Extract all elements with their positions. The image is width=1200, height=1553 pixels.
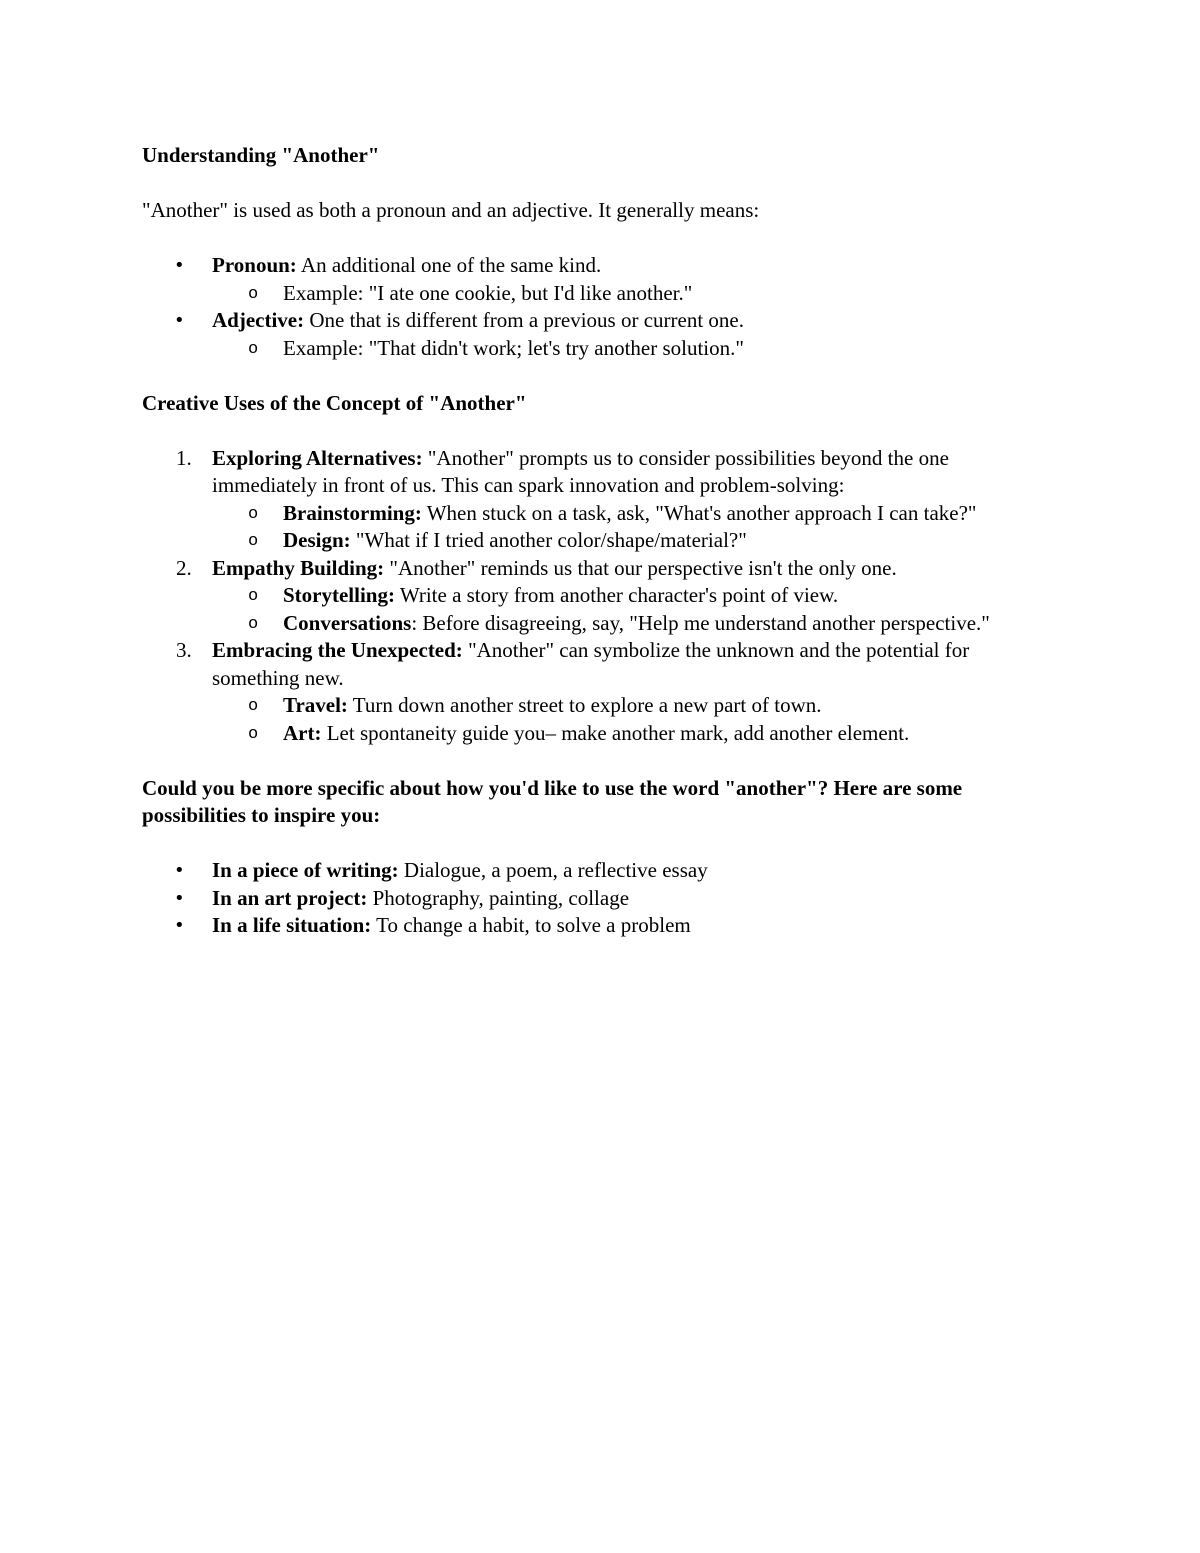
- sub-item-text: Example: "That didn't work; let's try another solution.": [283, 335, 744, 360]
- item-text: To change a habit, to solve a problem: [371, 913, 691, 937]
- item-term: In an art project:: [212, 885, 368, 910]
- item-number: 1.: [176, 445, 192, 470]
- list-item: [142, 912, 1042, 940]
- list-item: [142, 885, 1042, 913]
- document-page: [142, 142, 1042, 940]
- sub-bullet-marker: o: [248, 614, 259, 634]
- item-term: Empathy Building:: [212, 555, 385, 580]
- sub-list-item: [142, 610, 1042, 638]
- sub-item-text: : Before disagreeing, say, "Help me understand another perspective.": [411, 610, 990, 635]
- section1-list: [142, 252, 1042, 362]
- bullet-marker: •: [174, 887, 185, 909]
- list-item: [142, 307, 1042, 362]
- sub-item-text: When stuck on a task, ask, "What's another approach I can take?": [421, 500, 977, 525]
- item-term: Exploring Alternatives:: [212, 445, 423, 470]
- sub-bullet-marker: o: [248, 284, 259, 304]
- section3-list: [142, 857, 1042, 940]
- bullet-marker: •: [174, 255, 185, 276]
- item-text: Photography, painting, collage: [367, 885, 630, 910]
- section3-title: Could you be more specific about how you'd like to use the word "another"? Here are some possibilities to inspire you:: [142, 775, 963, 827]
- item-term: In a life situation:: [212, 913, 372, 937]
- section1-title: Understanding "Another": [142, 143, 380, 167]
- item-number: 3.: [176, 638, 192, 662]
- bullet-marker: •: [174, 915, 185, 936]
- sub-item-term: Design:: [283, 528, 351, 552]
- sub-list-item: [142, 335, 1042, 363]
- sub-item-text: Let spontaneity guide you– make another mark, add another element.: [321, 720, 910, 745]
- sub-list-item: [142, 280, 1042, 308]
- sub-item-text: Example: "I ate one cookie, but I'd like another.": [283, 280, 693, 305]
- sub-list-item: [142, 720, 1042, 748]
- sub-list-item: [142, 527, 1042, 555]
- section1-intro: "Another" is used as both a pronoun and an adjective. It generally means:: [142, 198, 760, 222]
- sub-bullet-marker: o: [248, 697, 259, 716]
- sub-bullet-marker: o: [248, 504, 259, 524]
- item-term: Pronoun:: [212, 253, 297, 277]
- bullet-marker: •: [174, 860, 185, 881]
- sub-item-term: Brainstorming:: [283, 500, 422, 525]
- item-text: One that is different from a previous or current one.: [304, 308, 745, 332]
- sub-bullet-marker: o: [248, 339, 259, 359]
- item-text: Dialogue, a poem, a reflective essay: [398, 858, 708, 882]
- sub-item-term: Conversations: [283, 610, 412, 635]
- sub-item-text: Turn down another street to explore a new part of town.: [347, 693, 822, 717]
- sub-list-item: [142, 692, 1042, 720]
- sub-item-text: "What if I tried another color/shape/material?": [350, 528, 747, 552]
- item-number: 2.: [176, 555, 192, 580]
- sub-item-term: Storytelling:: [283, 583, 395, 607]
- sub-item-term: Travel:: [283, 693, 348, 717]
- sub-item-term: Art:: [283, 720, 322, 745]
- sub-list-item: [142, 500, 1042, 528]
- sub-bullet-marker: o: [248, 532, 259, 551]
- item-term: In a piece of writing:: [212, 858, 399, 882]
- bullet-marker: •: [174, 310, 185, 331]
- numbered-item: [142, 445, 1042, 555]
- item-text: An additional one of the same kind.: [296, 253, 602, 277]
- sub-list-item: [142, 582, 1042, 610]
- item-text: "Another" prompts us to consider possibilities beyond the one immediately in front of us. This can spark innovation and problem-solving:: [212, 445, 949, 497]
- item-text: "Another" reminds us that our perspective isn't the only one.: [384, 555, 897, 580]
- numbered-item: [142, 555, 1042, 638]
- numbered-item: [142, 637, 1042, 747]
- item-term: Adjective:: [212, 308, 305, 332]
- sub-bullet-marker: o: [248, 724, 259, 744]
- section2-list: [142, 445, 1042, 748]
- item-text: "Another" can symbolize the unknown and the potential for something new.: [212, 638, 970, 690]
- sub-item-text: Write a story from another character's point of view.: [394, 583, 839, 607]
- section2-title: Creative Uses of the Concept of "Another": [142, 390, 527, 415]
- item-term: Embracing the Unexpected:: [212, 638, 463, 662]
- sub-bullet-marker: o: [248, 587, 259, 606]
- list-item: [142, 857, 1042, 885]
- list-item: [142, 252, 1042, 307]
